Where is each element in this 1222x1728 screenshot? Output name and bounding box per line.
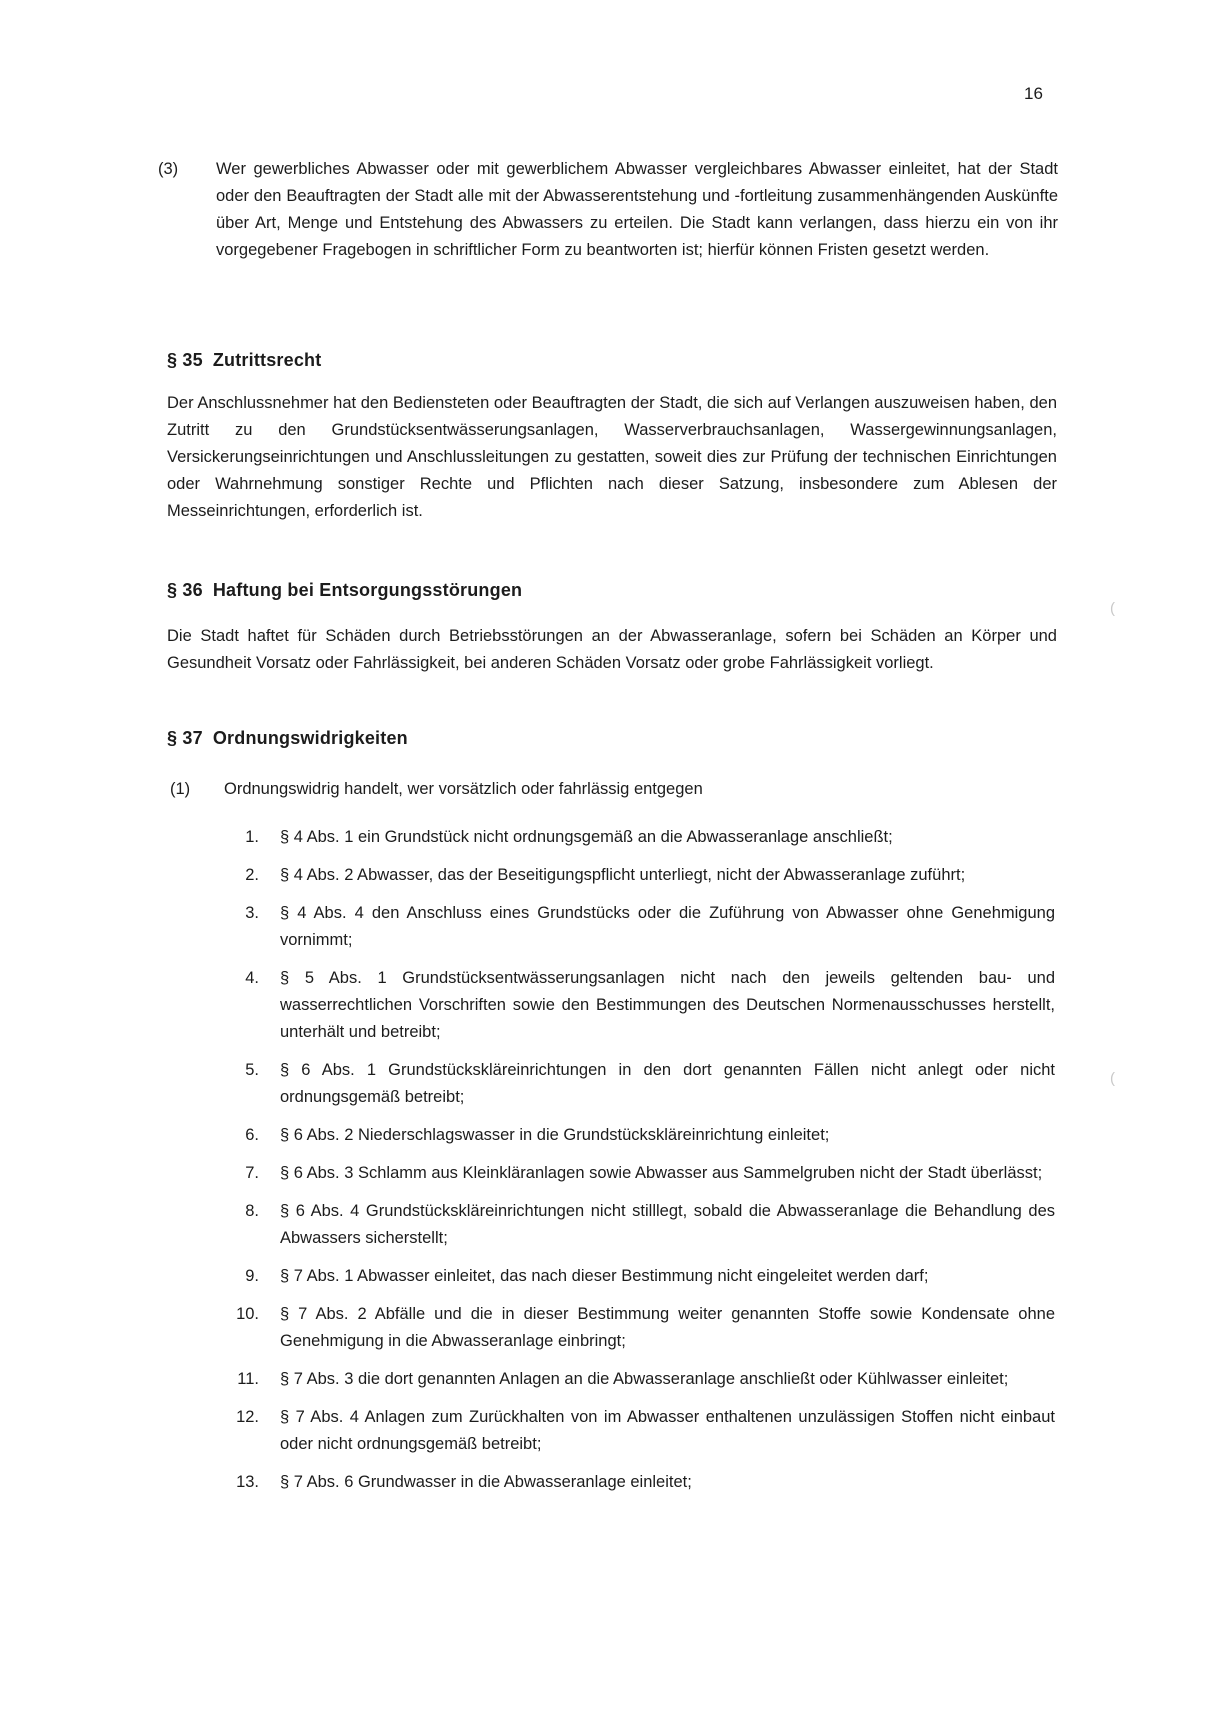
list-item-text: § 4 Abs. 1 ein Grundstück nicht ordnungsgemäß an die Abwasseranlage anschließt; <box>280 828 893 846</box>
list-item <box>225 1160 1055 1187</box>
list-item <box>225 1404 1055 1458</box>
list-item <box>225 900 1055 954</box>
section-heading-36 <box>167 580 522 601</box>
paragraph-number: (1) <box>170 780 191 798</box>
list-item-text: § 6 Abs. 4 Grundstückskläreinrichtungen nicht stilllegt, sobald die Abwasseranlage die Behandlung des Abwassers sicherstellt; <box>280 1202 1055 1247</box>
section-heading-35 <box>167 350 321 371</box>
list-item-number: 10. <box>236 1305 259 1323</box>
section-heading-37 <box>167 728 408 749</box>
list-item-number: 12. <box>236 1408 259 1426</box>
list-item <box>225 1366 1055 1393</box>
list-item <box>225 1469 1055 1496</box>
list-item-text: § 6 Abs. 2 Niederschlagswasser in die Grundstückskläreinrichtung einleitet; <box>280 1126 830 1144</box>
scan-artifact-mark: ( <box>1110 600 1115 617</box>
list-item <box>225 824 1055 851</box>
list-item-text: § 7 Abs. 1 Abwasser einleitet, das nach dieser Bestimmung nicht eingeleitet werden darf; <box>280 1267 929 1285</box>
paragraph-number: (3) <box>158 160 179 178</box>
section-title: Zutrittsrecht <box>212 350 322 370</box>
section-35-text: Der Anschlussnehmer hat den Bediensteten oder Beauftragten der Stadt, die sich auf Verlangen auszuweisen haben, den Zutritt zu den Grundstücksentwässerungsanlagen, Wasserverbrauchsanlagen, Wassergewinnungsanlagen, Versickerungseinrichtungen und Anschlussleitungen zu gestatten, soweit dies zur Prüfung der technischen Einrichtungen oder Wahrnehmung sonstiger Rechte und Pflichten nach dieser Satzung, insbesondere zum Ablesen der Messeinrichtungen, erforderlich ist. <box>167 394 1057 520</box>
list-item-text: § 6 Abs. 3 Schlamm aus Kleinkläranlagen sowie Abwasser aus Sammelgruben nicht der Stadt überlässt; <box>280 1164 1043 1182</box>
list-item <box>225 862 1055 889</box>
list-item <box>225 1057 1055 1111</box>
list-item-text: § 5 Abs. 1 Grundstücksentwässerungsanlagen nicht nach den jeweils geltenden bau- und wasserrechtlichen Vorschriften sowie den Bestimmungen des Deutschen Normenausschusses herstellt, unterhält und betreibt; <box>280 969 1055 1041</box>
list-item-number: 5. <box>245 1061 259 1079</box>
section-37-paragraph-1 <box>170 776 1050 803</box>
section-title: Haftung bei Entsorgungsstörungen <box>212 580 523 600</box>
section-title: Ordnungswidrigkeiten <box>212 728 408 748</box>
paragraph-3 <box>158 156 1058 264</box>
list-item-number: 7. <box>245 1164 259 1182</box>
list-item-text: § 7 Abs. 4 Anlagen zum Zurückhalten von im Abwasser enthaltenen unzulässigen Stoffen nicht einbaut oder nicht ordnungsgemäß betreibt; <box>280 1408 1055 1453</box>
list-item-number: 9. <box>245 1267 259 1285</box>
section-symbol: § 35 <box>167 350 203 370</box>
list-item-number: 2. <box>245 866 259 884</box>
list-item-number: 3. <box>245 904 259 922</box>
scan-artifact-mark: ( <box>1110 1070 1115 1087</box>
list-item-number: 13. <box>236 1473 259 1491</box>
list-item-text: § 4 Abs. 2 Abwasser, das der Beseitigungspflicht unterliegt, nicht der Abwasseranlage zuführt; <box>280 866 966 884</box>
list-item <box>225 1301 1055 1355</box>
page-number: 16 <box>1024 84 1043 103</box>
list-item <box>225 965 1055 1046</box>
list-item-text: § 4 Abs. 4 den Anschluss eines Grundstücks oder die Zuführung von Abwasser ohne Genehmigung vornimmt; <box>280 904 1055 949</box>
offense-list <box>225 824 1055 1507</box>
paragraph-text: Wer gewerbliches Abwasser oder mit gewerblichem Abwasser vergleichbares Abwasser einleitet, hat der Stadt oder den Beauftragten der Stadt alle mit der Abwasserentstehung und -fortleitung zusammenhängenden Auskünfte über Art, Menge und Entstehung des Abwassers zu erteilen. Die Stadt kann verlangen, dass hierzu ein von ihr vorgegebener Fragebogen in schriftlicher Form zu beantworten ist; hierfür können Fristen gesetzt werden. <box>216 160 1058 259</box>
list-item <box>225 1198 1055 1252</box>
list-item-number: 6. <box>245 1126 259 1144</box>
list-item-text: § 7 Abs. 3 die dort genannten Anlagen an die Abwasseranlage anschließt oder Kühlwasser einleitet; <box>280 1370 1009 1388</box>
list-item-text: § 6 Abs. 1 Grundstückskläreinrichtungen in den dort genannten Fällen nicht anlegt oder nicht ordnungsgemäß betreibt; <box>280 1061 1055 1106</box>
list-item-number: 11. <box>237 1370 259 1388</box>
list-item-number: 8. <box>245 1202 259 1220</box>
section-symbol: § 36 <box>167 580 203 600</box>
section-36-text: Die Stadt haftet für Schäden durch Betriebsstörungen an der Abwasseranlage, sofern bei Schäden an Körper und Gesundheit Vorsatz oder Fahrlässigkeit, bei anderen Schäden Vorsatz oder grobe Fahrlässigkeit vorliegt. <box>167 627 1057 672</box>
list-item-text: § 7 Abs. 2 Abfälle und die in dieser Bestimmung weiter genannten Stoffe sowie Kondensate ohne Genehmigung in die Abwasseranlage einbringt; <box>280 1305 1055 1350</box>
list-item <box>225 1122 1055 1149</box>
list-item-text: § 7 Abs. 6 Grundwasser in die Abwasseranlage einleitet; <box>280 1473 692 1491</box>
paragraph-text: Ordnungswidrig handelt, wer vorsätzlich oder fahrlässig entgegen <box>224 780 703 798</box>
list-item-number: 4. <box>245 969 259 987</box>
section-symbol: § 37 <box>167 728 203 748</box>
list-item-number: 1. <box>245 828 259 846</box>
list-item <box>225 1263 1055 1290</box>
